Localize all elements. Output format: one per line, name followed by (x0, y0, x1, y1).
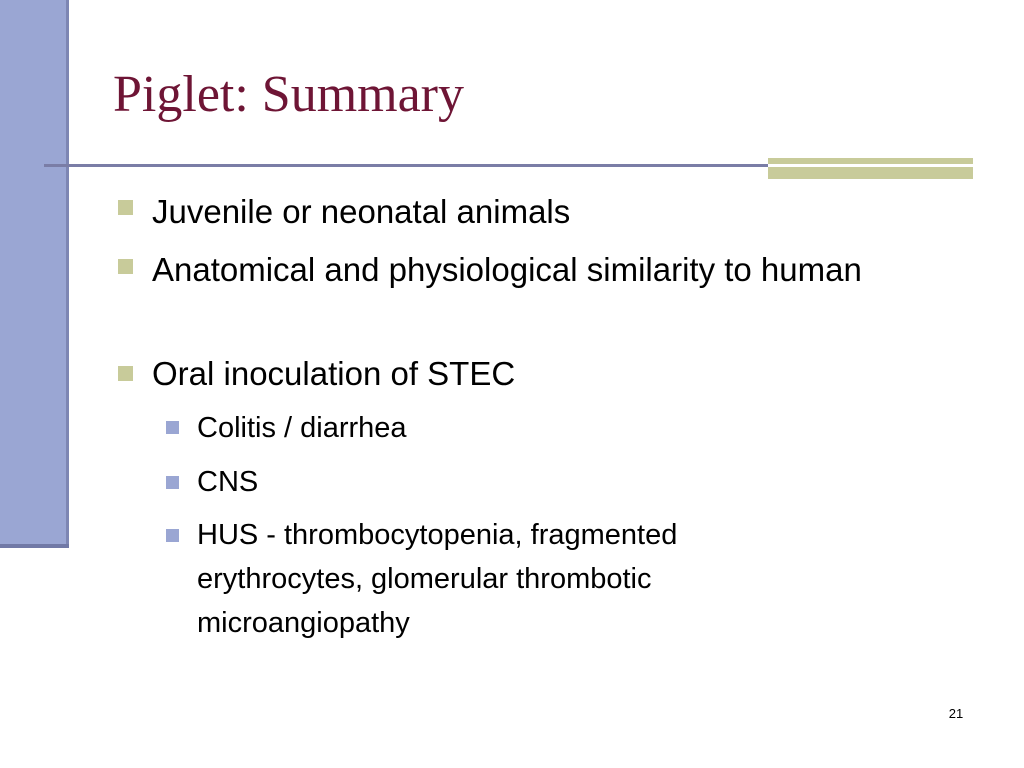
page-number: 21 (948, 706, 964, 721)
sub-bullet-item: CNS (197, 466, 259, 498)
sub-bullet-item: HUS - thrombocytopenia, fragmented erythrocytes, glomerular thrombotic microangiopathy (197, 519, 678, 639)
bullet-item: Oral inoculation of STEC (152, 355, 516, 392)
bullet-marker (118, 200, 133, 215)
sub-bullet-item: Colitis / diarrhea (197, 412, 407, 444)
bullet-marker (118, 366, 133, 381)
bullet-marker (118, 259, 133, 274)
bullet-item: Anatomical and physiological similarity to human (152, 251, 862, 288)
bullet-item: Juvenile or neonatal animals (152, 193, 571, 230)
sub-bullet-marker (166, 421, 179, 434)
sub-bullet-marker (166, 476, 179, 489)
sub-bullet-marker (166, 529, 179, 542)
slide-title: Piglet: Summary (113, 66, 464, 123)
